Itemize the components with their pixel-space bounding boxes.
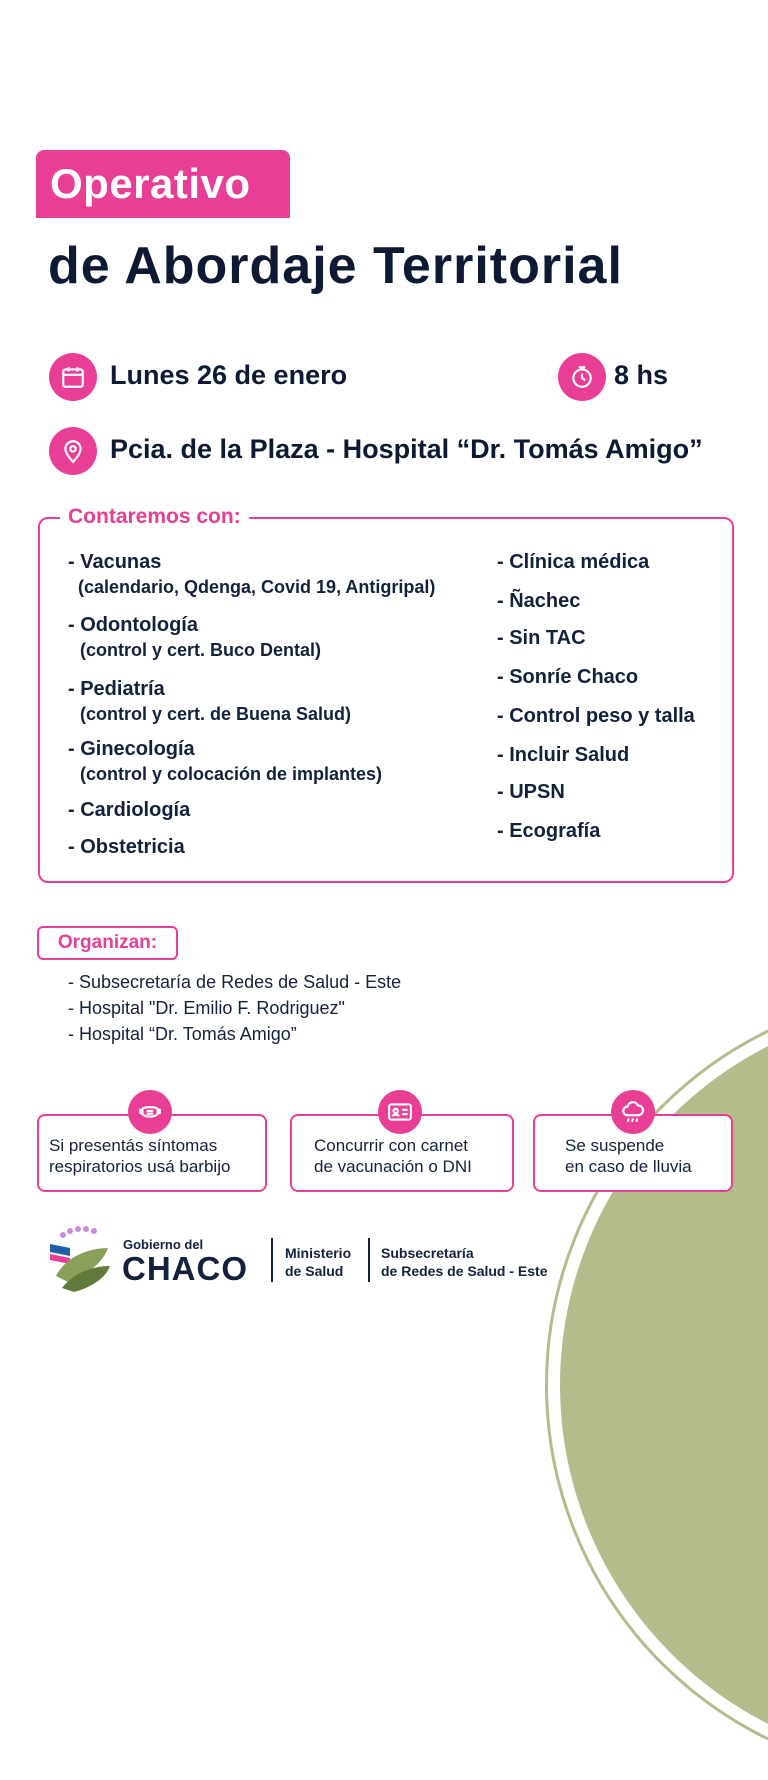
service-item: - Clínica médica — [497, 551, 650, 573]
notice-line: en caso de lluvia — [565, 1157, 692, 1176]
service-detail: (control y colocación de implantes) — [80, 764, 383, 784]
service-detail: (calendario, Qdenga, Covid 19, Antigripal) — [78, 577, 436, 597]
notice-line: respiratorios usá barbijo — [49, 1157, 231, 1176]
service-item: - Sonríe Chaco — [497, 666, 639, 688]
event-location: Pcia. de la Plaza - Hospital “Dr. Tomás Amigo” — [110, 434, 703, 464]
event-time: 8 hs — [614, 360, 669, 390]
service-item: - Ginecología — [68, 738, 195, 760]
organizer-item: - Subsecretaría de Redes de Salud - Este — [68, 972, 402, 992]
chaco-logo-icon — [48, 1226, 112, 1294]
service-item: - Sin TAC — [497, 627, 586, 649]
mask-icon — [128, 1090, 172, 1134]
ministry-line: de Salud — [285, 1263, 344, 1279]
page-title: de Abordaje Territorial — [48, 237, 623, 295]
service-item: - Incluir Salud — [497, 744, 630, 766]
organizers-label: Organizan: — [37, 926, 178, 960]
calendar-icon — [49, 353, 97, 401]
location-pin-icon — [49, 427, 97, 475]
subsecretary-line: de Redes de Salud - Este — [381, 1263, 548, 1279]
service-detail: (control y cert. de Buena Salud) — [80, 704, 352, 724]
rain-cloud-icon — [611, 1090, 655, 1134]
gov-label: Gobierno del — [123, 1237, 204, 1252]
ministry-line: Ministerio — [285, 1245, 352, 1261]
title-tag: Operativo — [36, 150, 290, 218]
service-item: - Vacunas — [68, 551, 162, 573]
clock-icon — [558, 353, 606, 401]
organizer-item: - Hospital "Dr. Emilio F. Rodriguez" — [68, 998, 345, 1018]
id-card-icon — [378, 1090, 422, 1134]
services-label: Contaremos con: — [60, 505, 249, 529]
service-item: - Obstetricia — [68, 836, 185, 858]
service-detail: (control y cert. Buco Dental) — [80, 640, 322, 660]
service-item: - Pediatría — [68, 678, 165, 700]
service-item: - Control peso y talla — [497, 705, 695, 727]
subsecretary-line: Subsecretaría — [381, 1245, 474, 1261]
event-date: Lunes 26 de enero — [110, 360, 348, 390]
notice-line: Se suspende — [565, 1136, 665, 1155]
service-item: - UPSN — [497, 781, 565, 803]
service-item: - Ñachec — [497, 590, 581, 612]
notice-line: Si presentás síntomas — [49, 1136, 218, 1155]
service-item: - Ecografía — [497, 820, 601, 842]
gov-name: CHACO — [122, 1250, 248, 1287]
notice-line: de vacunación o DNI — [314, 1157, 472, 1176]
organizer-item: - Hospital “Dr. Tomás Amigo” — [68, 1024, 297, 1044]
notice-line: Concurrir con carnet — [314, 1136, 469, 1155]
service-item: - Odontología — [68, 614, 198, 636]
divider — [271, 1238, 273, 1282]
service-item: - Cardiología — [68, 799, 191, 821]
divider — [368, 1238, 370, 1282]
